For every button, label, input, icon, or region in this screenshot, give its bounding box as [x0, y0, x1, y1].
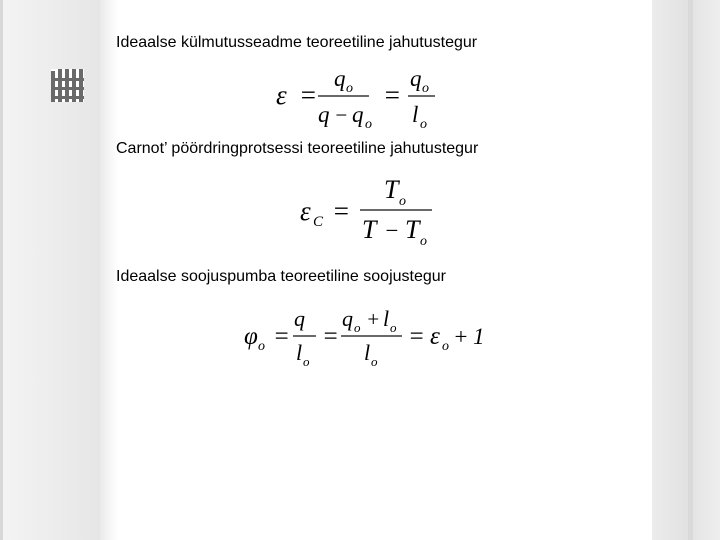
section-3-title: Ideaalse soojuspumba teoreetiline soojustegur [116, 268, 446, 285]
left-edge-line [0, 0, 3, 540]
right-stripe [688, 0, 693, 540]
svg-text:o: o [303, 354, 310, 369]
equals-sign: = [322, 323, 339, 350]
svg-text:q: q [352, 102, 364, 127]
svg-text:T: T [405, 215, 420, 244]
epsilon-symbol: ε [300, 196, 311, 226]
epsilon-symbol: ε [276, 80, 287, 110]
section-1-title: Ideaalse külmutusseadme teoreetiline jahutustegur [116, 34, 478, 51]
formula-heat-pump-coefficient [242, 304, 492, 372]
logo-icon [51, 69, 84, 102]
equals-sign: = [408, 323, 425, 350]
svg-text:l: l [412, 102, 419, 127]
svg-text:l: l [364, 340, 371, 365]
svg-text:o: o [346, 81, 353, 96]
svg-text:−: − [384, 218, 400, 243]
svg-text:o: o [442, 339, 449, 354]
svg-text:o: o [422, 81, 429, 96]
svg-text:l: l [383, 306, 390, 331]
equals-sign: = [383, 80, 402, 110]
equals-sign: = [299, 80, 318, 110]
svg-text:−: − [334, 103, 349, 127]
equals-sign: = [273, 323, 290, 350]
svg-text:q: q [342, 306, 353, 331]
svg-text:+: + [366, 307, 381, 331]
svg-text:o: o [371, 354, 378, 369]
svg-text:q: q [410, 66, 422, 91]
svg-text:C: C [313, 214, 324, 230]
svg-text:q: q [294, 306, 305, 331]
svg-text:o: o [399, 194, 406, 209]
svg-text:+: + [453, 324, 469, 349]
phi-symbol: φ [244, 323, 258, 350]
svg-text:1: 1 [473, 324, 485, 349]
svg-text:o: o [354, 320, 361, 335]
left-decor-band [0, 0, 100, 540]
svg-text:o: o [420, 117, 427, 132]
svg-text:T: T [362, 215, 377, 244]
svg-text:o: o [365, 117, 372, 132]
svg-text:o: o [258, 339, 265, 354]
svg-text:l: l [296, 340, 303, 365]
formula-carnot-coefficient [298, 174, 448, 249]
right-decor-band [652, 0, 720, 540]
svg-text:q: q [334, 66, 346, 91]
formula-refrigeration-coefficient [270, 64, 450, 134]
svg-text:o: o [390, 320, 397, 335]
svg-text:o: o [420, 234, 427, 249]
svg-text:q: q [318, 102, 330, 127]
epsilon-symbol: ε [430, 323, 440, 350]
equals-sign: = [332, 196, 351, 226]
svg-text:T: T [384, 175, 399, 204]
section-2-title: Carnot’ pöördringprotsessi teoreetiline jahutustegur [116, 140, 479, 157]
